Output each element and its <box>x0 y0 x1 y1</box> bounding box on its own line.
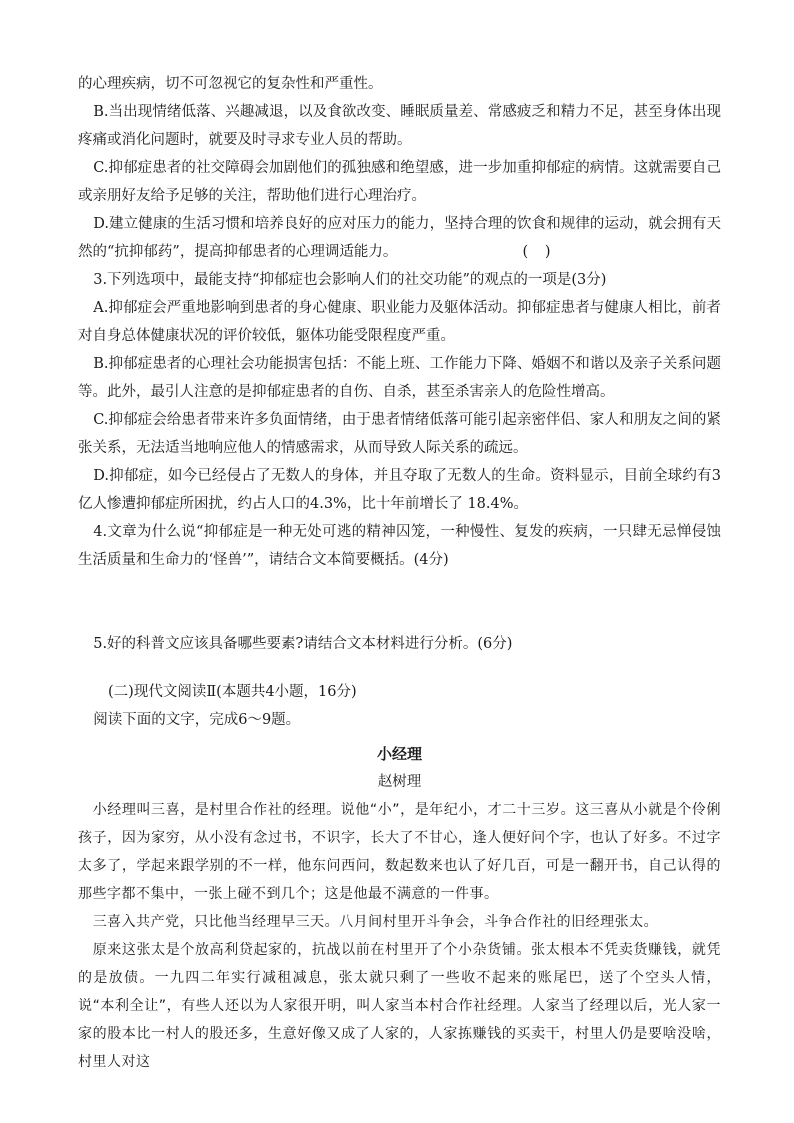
section-instruction: 阅读下面的文字，完成6～9题。 <box>93 712 301 728</box>
story-author: 赵树理 <box>377 774 422 790</box>
q5-answer-space <box>78 658 721 678</box>
q2-option-b: B.当出现情绪低落、兴趣减退，以及食欲改变、睡眠质量差、常感疲乏和精力不足，甚至身体出现疼痛或消化问题时，就要及时寻求专业人员的帮助。 <box>78 104 721 148</box>
q2-option-d-text: D.建立健康的生活习惯和培养良好的应对压力的能力，坚持合理的饮食和规律的运动，就会拥有天然的“抗抑郁药”，提高抑郁患者的心理调适能力。 <box>78 216 721 260</box>
q3-option-d: D.抑郁症，如今已经侵占了无数人的身体，并且夺取了无数人的生命。资料显示，目前全球约有3亿人惨遭抑郁症所困扰，约占人口的4.3%，比十年前增长了 18.4%。 <box>78 468 721 512</box>
q3-stem: 3.下列选项中，最能支持“抑郁症也会影响人们的社交功能”的观点的一项是(3分) <box>93 272 607 288</box>
section-header: (二)现代文阅读Ⅱ(本题共4小题，16分) <box>108 684 357 700</box>
q3-option-b: B.抑郁症患者的心理社会功能损害包括：不能上班、工作能力下降、婚姻不和谐以及亲子关系问题等。此外，最引人注意的是抑郁症患者的自伤、自杀，甚至杀害亲人的危险性增高。 <box>78 356 721 400</box>
q4-answer-space <box>78 574 721 630</box>
q2-option-a-continuation: 的心理疾病，切不可忽视它的复杂性和严重性。 <box>78 76 383 92</box>
story-title: 小经理 <box>376 745 422 763</box>
story-paragraph-1: 小经理叫三喜，是村里合作社的经理。说他“小”，是年纪小，才二十三岁。这三喜从小就是个伶俐孩子，因为家穷，从小没有念过书，不识字，长大了不甘心，逢人便好问个字，也认了好多。不过字太多了，学起来跟学别的不一样，他东问西问，数起数来也认了好几百，可是一翻开书，自己认得的那些字都不集中，一张上碰不到几个；这是他最不满意的一件事。 <box>78 802 721 902</box>
q5-stem: 5.好的科普文应该具备哪些要素?请结合文本材料进行分析。(6分) <box>93 636 513 652</box>
story-paragraph-3: 原来这张太是个放高利贷起家的，抗战以前在村里开了个小杂货铺。张太根本不凭卖货赚钱，就凭的是放债。一九四二年实行减租减息，张太就只剩了一些收不起来的账尾巴，送了个空头人情，说“本利全让”，有些人还以为人家很开明，叫人家当本村合作社经理。人家当了经理以后，光人家一家的股本比一村人的股还多，生意好像又成了人家的，人家拣赚钱的买卖干，村里人仍是要啥没啥，村里人对这 <box>78 942 721 1070</box>
q2-option-c: C.抑郁症患者的社交障碍会加剧他们的孤独感和绝望感，进一步加重抑郁症的病情。这就需要自己或亲朋好友给予足够的关注，帮助他们进行心理治疗。 <box>78 160 721 204</box>
q3-option-a: A.抑郁症会严重地影响到患者的身心健康、职业能力及躯体活动。抑郁症患者与健康人相比，前者对自身总体健康状况的评价较低，躯体功能受限程度严重。 <box>78 300 721 344</box>
q2-answer-blank: ( ) <box>522 244 557 260</box>
document-page <box>78 70 721 1076</box>
q4-stem: 4.文章为什么说“抑郁症是一种无处可逃的精神囚笼，一种慢性、复发的疾病，一只肆无忌惮侵蚀生活质量和生命力的‘怪兽’”，请结合文本简要概括。(4分) <box>78 524 721 568</box>
story-paragraph-2: 三喜入共产党，只比他当经理早三天。八月间村里开斗争会，斗争合作社的旧经理张太。 <box>92 914 659 930</box>
q3-option-c: C.抑郁症会给患者带来许多负面情绪，由于患者情绪低落可能引起亲密伴侣、家人和朋友之间的紧张关系，无法适当地响应他人的情感需求，从而导致人际关系的疏远。 <box>78 412 721 456</box>
q2-option-d <box>78 210 721 266</box>
